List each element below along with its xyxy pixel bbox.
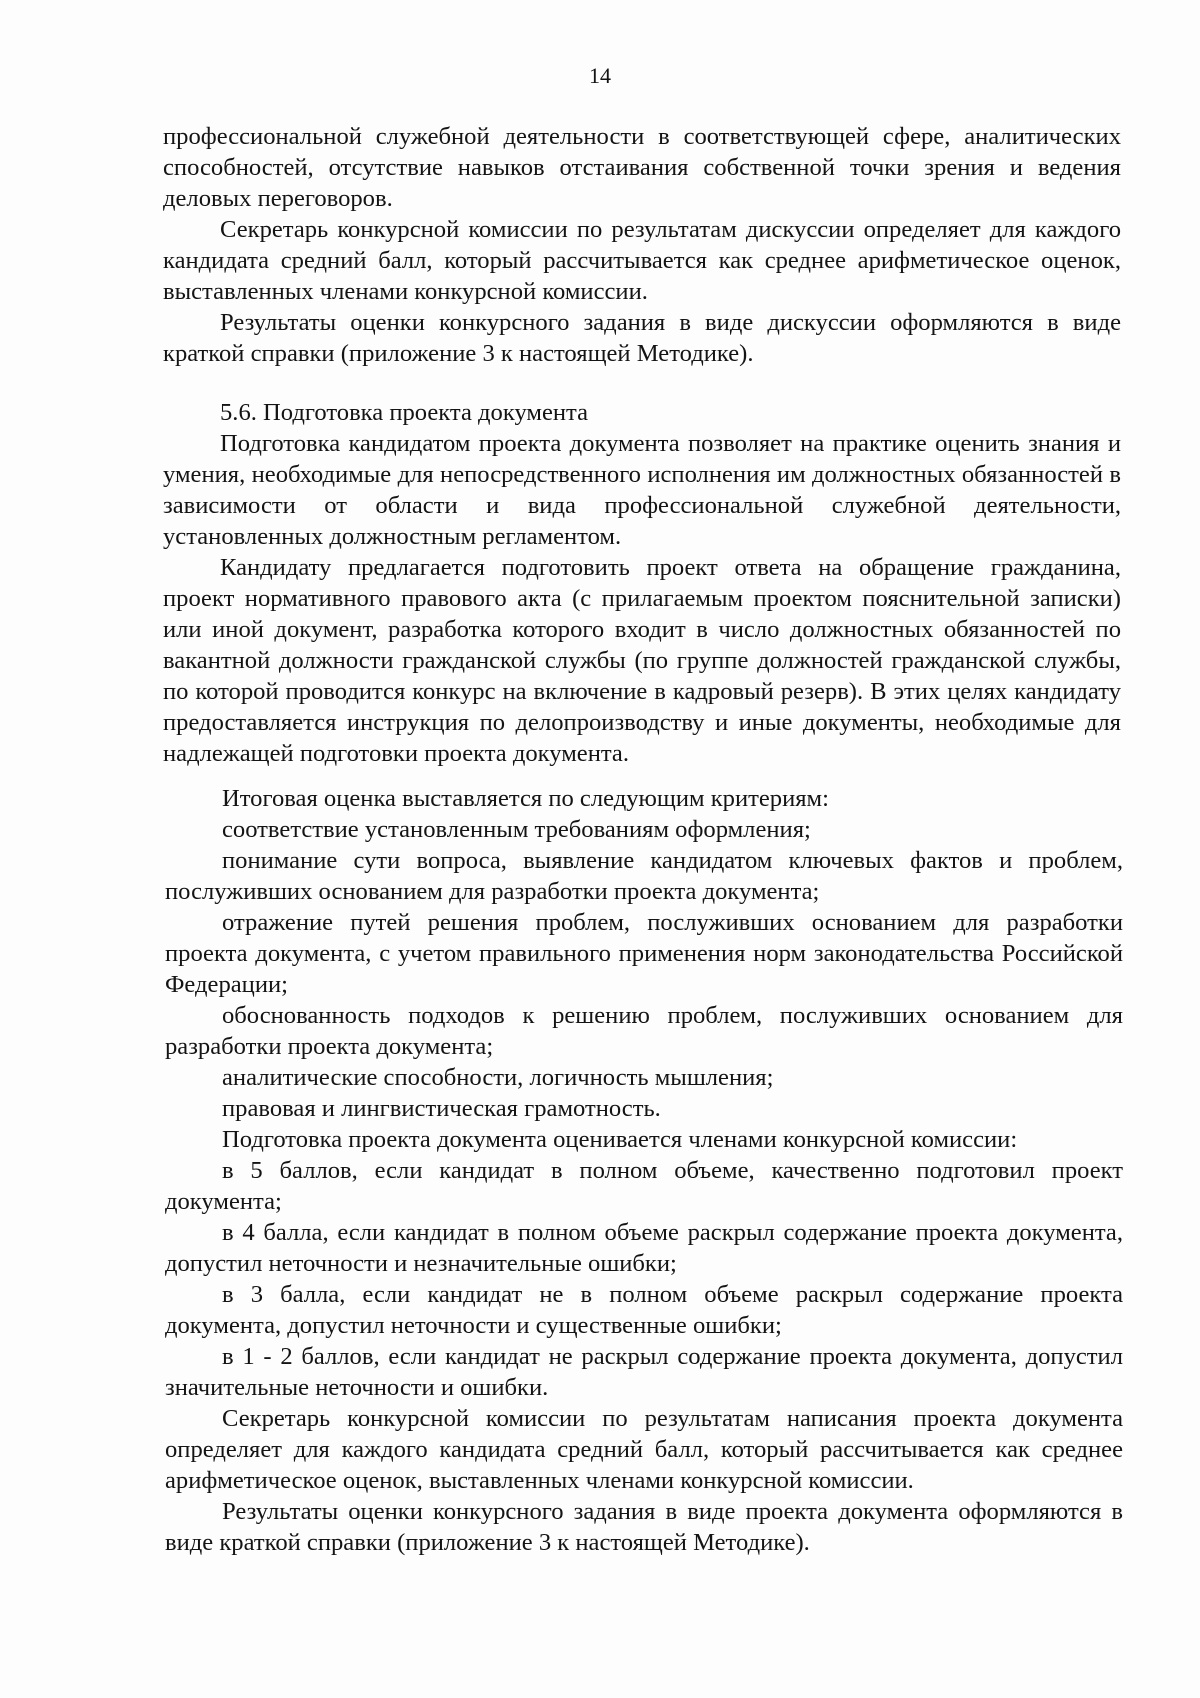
- paragraph-scoring-intro: Подготовка проекта документа оценивается членами конкурсной комиссии:: [222, 1126, 1018, 1153]
- score-item: в 1 - 2 баллов, если кандидат не раскрыл содержание проекта документа, допустил значительные неточности и ошибки.: [165, 1343, 1123, 1401]
- paragraph-task-description: Кандидату предлагается подготовить проект ответа на обращение гражданина, проект нормативного правового акта (с прилагаемым проектом пояснительной записки) или иной документ, разработка которого входит в число должностных обязанностей по вакантной должности гражданской службы (по группе должностей гражданской службы, по которой проводится конкурс на включение в кадровый резерв). В этих целях кандидату предоставляется инструкция по делопроизводству и иные документы, необходимые для надлежащей подготовки проекта документа.: [163, 554, 1121, 767]
- score-item: в 3 балла, если кандидат не в полном объеме раскрыл содержание проекта документа, допустил неточности и существенные ошибки;: [165, 1281, 1123, 1339]
- criterion-item: правовая и лингвистическая грамотность.: [222, 1095, 661, 1122]
- score-item: в 4 балла, если кандидат в полном объеме раскрыл содержание проекта документа, допустил неточности и незначительные ошибки;: [165, 1219, 1123, 1277]
- document-body-top: [163, 121, 1121, 769]
- paragraph-purpose: Подготовка кандидатом проекта документа позволяет на практике оценить знания и умения, необходимые для непосредственного исполнения им должностных обязанностей в зависимости от области и вида профессиональной служебной деятельности, установленных должностным регламентом.: [163, 430, 1121, 550]
- criterion-item: аналитические способности, логичность мышления;: [222, 1064, 774, 1091]
- criterion-item: понимание сути вопроса, выявление кандидатом ключевых фактов и проблем, послуживших основанием для разработки проекта документа;: [165, 847, 1123, 905]
- document-body-criteria: [165, 783, 1123, 1558]
- paragraph-continuation: профессиональной служебной деятельности в соответствующей сфере, аналитических способностей, отсутствие навыков отстаивания собственной точки зрения и ведения деловых переговоров.: [163, 123, 1121, 212]
- paragraph-results-document: Результаты оценки конкурсного задания в виде проекта документа оформляются в виде краткой справки (приложение 3 к настоящей Методике).: [165, 1498, 1123, 1556]
- paragraph-criteria-intro: Итоговая оценка выставляется по следующим критериям:: [222, 785, 829, 812]
- paragraph-results-discussion: Результаты оценки конкурсного задания в виде дискуссии оформляются в виде краткой справки (приложение 3 к настоящей Методике).: [163, 309, 1121, 367]
- page-number: 14: [589, 63, 611, 88]
- section-heading: 5.6. Подготовка проекта документа: [220, 399, 589, 426]
- paragraph-secretary-document: Секретарь конкурсной комиссии по результатам написания проекта документа определяет для каждого кандидата средний балл, который рассчитывается как среднее арифметическое оценок, выставленных членами конкурсной комиссии.: [165, 1405, 1123, 1494]
- paragraph-secretary-discussion: Секретарь конкурсной комиссии по результатам дискуссии определяет для каждого кандидата средний балл, который рассчитывается как среднее арифметическое оценок, выставленных членами конкурсной комиссии.: [163, 216, 1121, 305]
- criterion-item: отражение путей решения проблем, послуживших основанием для разработки проекта документа, с учетом правильного применения норм законодательства Российской Федерации;: [165, 909, 1123, 998]
- criterion-item: соответствие установленным требованиям оформления;: [222, 816, 811, 843]
- score-item: в 5 баллов, если кандидат в полном объеме, качественно подготовил проект документа;: [165, 1157, 1123, 1215]
- criterion-item: обоснованность подходов к решению проблем, послуживших основанием для разработки проекта документа;: [165, 1002, 1123, 1060]
